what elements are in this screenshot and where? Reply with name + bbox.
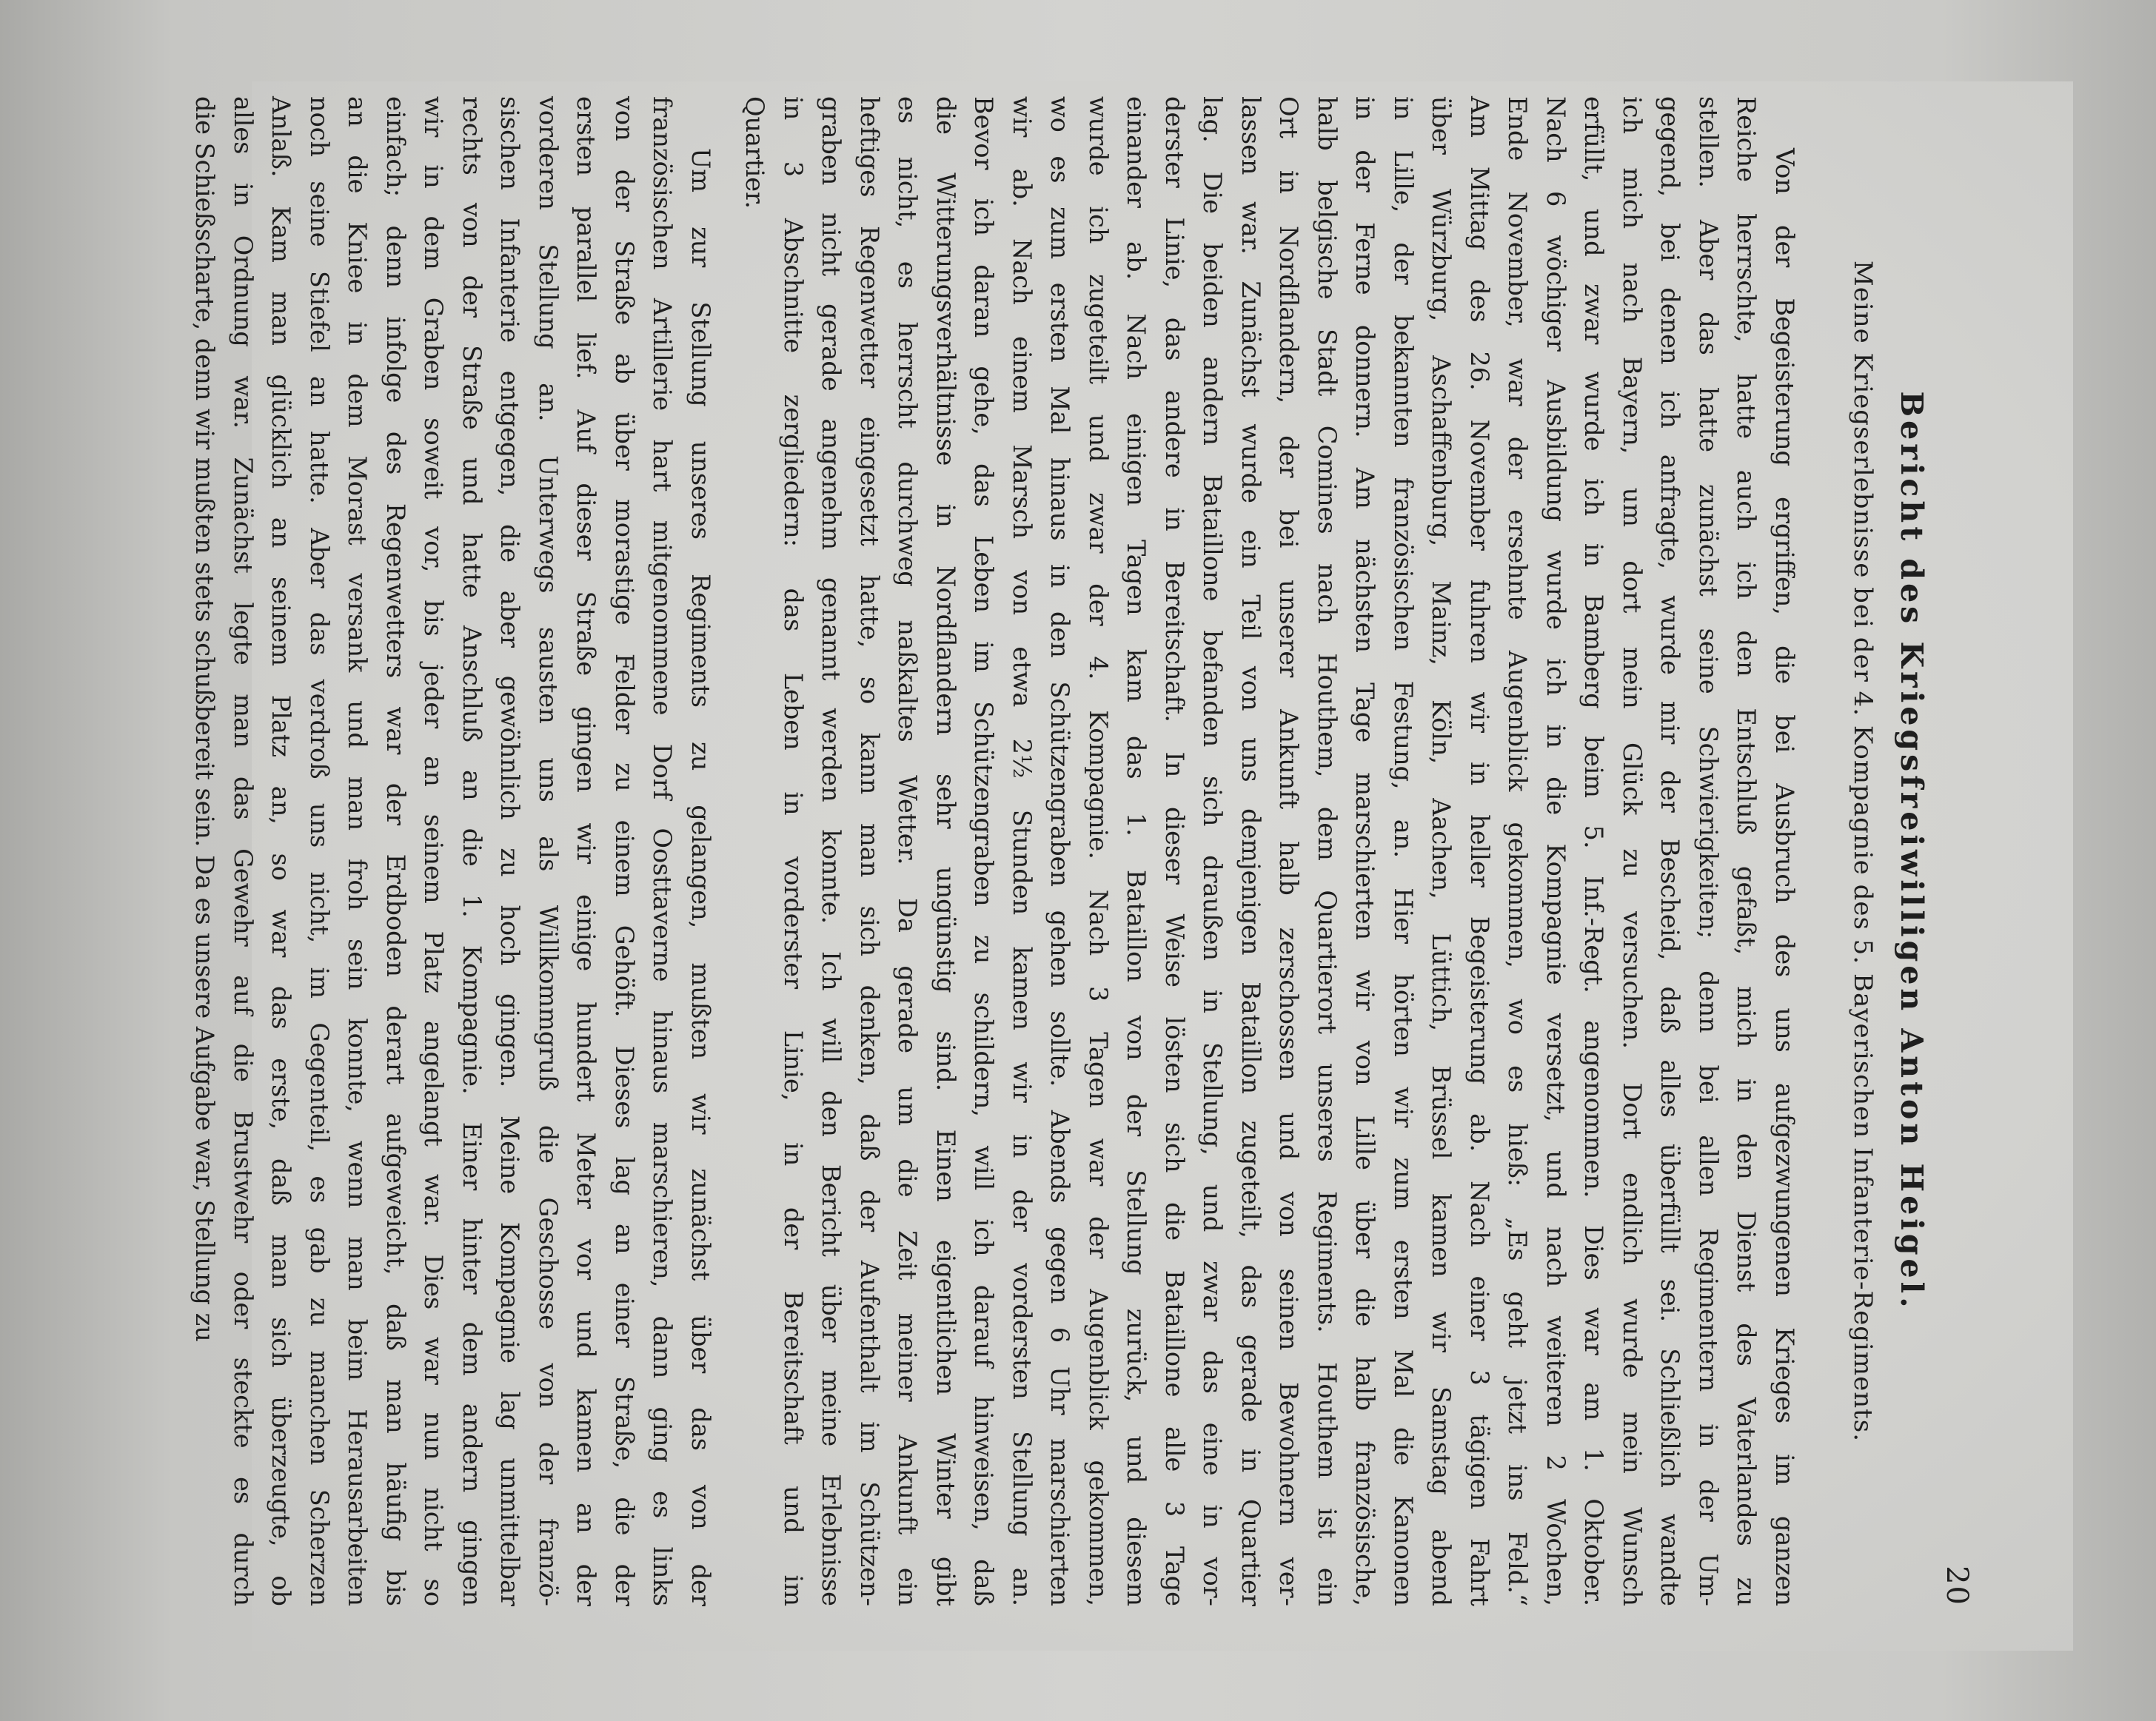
text-line: Ende November, war der ersehnte Augenblick gekommen, wo es hieß: „Es geht jetzt ins Feld.“ — [1503, 96, 1533, 1606]
rotated-text-block — [182, 96, 1974, 1606]
text-line: gegend, bei denen ich anfragte, wurde mir der Bescheid, daß alles überfüllt sei. Schließlich wandte — [1656, 96, 1685, 1606]
body-text — [170, 96, 1804, 1606]
text-line: ersten parallel lief. Auf dieser Straße gingen wir einige hundert Meter vor und kamen an der — [572, 96, 601, 1606]
text-line: wo es zum ersten Mal hinaus in den Schützengraben gehen sollte. Abends gegen 6 Uhr marschierten — [1045, 96, 1075, 1606]
page-number: 20 — [1940, 1566, 1974, 1606]
text-line: stellen. Aber das hatte zunächst seine Schwierigkeiten; denn bei allen Regimentern in der Um- — [1694, 96, 1723, 1606]
text-line: alles in Ordnung war. Zunächst legte man das Gewehr auf die Brustwehr oder steckte es durch — [229, 96, 258, 1606]
text-line: einander ab. Nach einigen Tagen kam das 1. Bataillon von der Stellung zurück, und diesem — [1122, 96, 1151, 1606]
text-line: an die Kniee in dem Morast versank und man froh sein konnte, wenn man beim Herausarbeiten — [343, 96, 372, 1606]
text-line: Anlaß. Kam man glücklich an seinem Platz an, so war das erste, daß man sich überzeugte, ob — [267, 96, 296, 1606]
paragraph — [736, 96, 1804, 1606]
text-line: Reiche herrschte, hatte auch ich den Entschluß gefaßt, mich in den Dienst des Vaterlandes zu — [1732, 96, 1761, 1606]
text-line: es nicht, es herrscht durchweg naßkaltes Wetter. Da gerade um die Zeit meiner Ankunft ein — [893, 96, 923, 1606]
report-title: Bericht des Kriegsfreiwilligen Anton Heigel. — [1894, 391, 1929, 1312]
text-line: die Schießscharte, denn wir mußten stets schußbereit sein. Da es unsere Aufgabe war, Stellung zu — [190, 96, 220, 1342]
text-line: wir ab. Nach einem Marsch von etwa 2½ Stunden kamen wir in der vordersten Stellung an. — [1008, 96, 1037, 1606]
text-line: heftiges Regenwetter eingesetzt hatte, so kann man sich denken, daß der Aufenthalt im Schützen- — [855, 96, 884, 1606]
text-line: in Lille, der bekannten französischen Festung, an. Hier hörten wir zum ersten Mal die Kanonen — [1389, 96, 1418, 1606]
text-line: Ort in Nordflandern, der bei unserer Ankunft halb zerschossen und von seinen Bewohnern ver- — [1274, 96, 1304, 1606]
text-line: Bevor ich daran gehe, das Leben im Schützengraben zu schildern, will ich darauf hinweisen, daß — [969, 96, 999, 1606]
text-line: lag. Die beiden andern Bataillone befanden sich draußen in Stellung, und zwar das eine in vor- — [1198, 96, 1228, 1606]
text-line: einfach; denn infolge des Regenwetters war der Erdboden derart aufgeweicht, daß man häufig bis — [381, 96, 410, 1606]
text-line: sischen Infanterie entgegen, die aber gewöhnlich zu hoch gingen. Meine Kompagnie lag unmittelbar — [495, 96, 525, 1606]
text-line: halb belgische Stadt Comines nach Houthem, dem Quartierort unseres Regiments. Houthem ist ein — [1313, 96, 1342, 1606]
text-line: derster Linie, das andere in Bereitschaft. In dieser Weise lösten sich die Bataillone alle 3 Tage — [1160, 96, 1189, 1606]
text-line: Nach 6 wöchiger Ausbildung wurde ich in die Kompagnie versetzt, und nach weiteren 2 Wochen, — [1541, 96, 1570, 1606]
text-line: Am Mittag des 26. November fuhren wir in heller Begeisterung ab. Nach einer 3 tägigen Fahrt — [1465, 96, 1494, 1606]
text-line: Quartier. — [740, 96, 770, 209]
text-line: vorderen Stellung an. Unterwegs sausten uns als Willkommgruß die Geschosse von der franzö- — [534, 96, 563, 1606]
text-line: erfüllt, und zwar wurde ich in Bamberg beim 5. Inf.-Regt. angenommen. Dies war am 1. Oktober. — [1579, 96, 1609, 1606]
text-line: Um zur Stellung unseres Regiments zu gelangen, mußten wir zunächst über das von der — [686, 148, 715, 1606]
text-line: in der Ferne donnern. Am nächsten Tage marschierten wir von Lille über die halb französische, — [1350, 96, 1380, 1606]
text-line: graben nicht gerade angenehm genannt werden konnte. Ich will den Bericht über meine Erlebnisse — [817, 96, 846, 1606]
report-subtitle: Meine Kriegserlebnisse bei der 4. Kompagnie des 5. Bayerischen Infanterie-Regiments. — [1848, 260, 1878, 1443]
text-line: lassen war. Zunächst wurde ein Teil von uns demjenigen Bataillon zugeteilt, das gerade in Quartier — [1236, 96, 1265, 1606]
text-line: von der Straße ab über morastige Felder zu einem Gehöft. Dieses lag an einer Straße, die der — [610, 96, 639, 1606]
paragraph — [186, 96, 720, 1606]
text-line: rechts von der Straße und hatte Anschluß an die 1. Kompagnie. Einer hinter dem andern gingen — [458, 96, 486, 1606]
text-line: noch seine Stiefel an hatte. Aber das verdroß uns nicht, im Gegenteil, es gab zu manchen Scherzen — [305, 96, 334, 1606]
text-line: ich mich nach Bayern, um dort mein Glück zu versuchen. Dort endlich wurde mein Wunsch — [1618, 96, 1647, 1606]
text-line: Von der Begeisterung ergriffen, die bei Ausbruch des uns aufgezwungenen Krieges im ganzen — [1770, 148, 1799, 1606]
text-line: über Würzburg, Aschaffenburg, Mainz, Köln, Aachen, Lüttich, Brüssel kamen wir Samstag abend — [1427, 96, 1456, 1606]
text-line: die Witterungsverhältnisse in Nordflandern sehr ungünstig sind. Einen eigentlichen Winter gibt — [931, 96, 960, 1606]
text-line: wir in dem Graben soweit vor, bis jeder an seinem Platz angelangt war. Dies war nun nicht so — [419, 96, 449, 1606]
text-line: französischen Artillerie hart mitgenommene Dorf Oosttaverne hinaus marschieren, dann ging es links — [648, 96, 677, 1606]
text-line: wurde ich zugeteilt und zwar der 4. Kompagnie. Nach 3 Tagen war der Augenblick gekommen, — [1084, 96, 1113, 1606]
text-line: in 3 Abschnitte zergliedern: das Leben in vorderster Linie, in der Bereitschaft und im — [779, 96, 808, 1606]
